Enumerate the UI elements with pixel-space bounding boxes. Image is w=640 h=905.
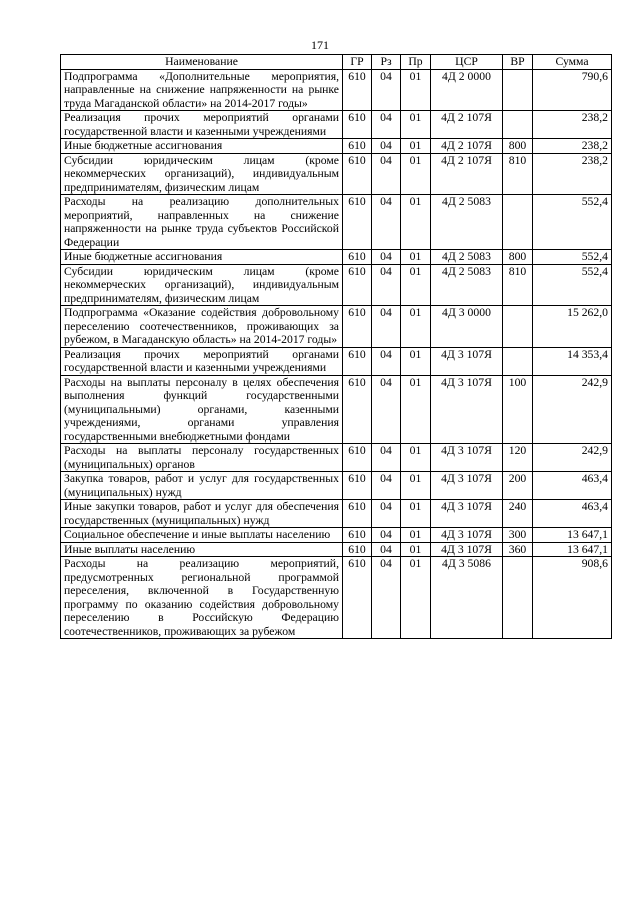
row-name-cell: Субсидии юридическим лицам (кроме некоммерческих организаций), индивидуальным предпринимателям, физическим лицам (61, 264, 343, 306)
table-row (61, 557, 612, 639)
row-pr-cell: 01 (401, 500, 431, 528)
row-sum-cell: 463,4 (533, 472, 612, 500)
row-gr-cell: 610 (343, 375, 372, 444)
row-rz-cell: 04 (372, 69, 401, 111)
row-name-cell: Закупка товаров, работ и услуг для государственных (муниципальных) нужд (61, 472, 343, 500)
row-vr-cell: 360 (503, 542, 533, 557)
row-name-cell: Социальное обеспечение и иные выплаты населению (61, 528, 343, 543)
row-rz-cell: 04 (372, 528, 401, 543)
row-sum-cell: 908,6 (533, 557, 612, 639)
row-rz-cell: 04 (372, 306, 401, 348)
row-csr-cell: 4Д 3 107Я (431, 444, 503, 472)
row-sum-cell: 238,2 (533, 153, 612, 195)
row-rz-cell: 04 (372, 250, 401, 265)
row-pr-cell: 01 (401, 111, 431, 139)
table-row (61, 139, 612, 154)
row-pr-cell: 01 (401, 264, 431, 306)
row-rz-cell: 04 (372, 153, 401, 195)
row-sum-cell: 15 262,0 (533, 306, 612, 348)
row-rz-cell: 04 (372, 111, 401, 139)
table-row (61, 347, 612, 375)
row-csr-cell: 4Д 3 5086 (431, 557, 503, 639)
row-name-cell: Подпрограмма «Дополнительные мероприятия, направленные на снижение напряженности на рынке труда Магаданской области» на 2014-2017 годы» (61, 69, 343, 111)
row-name-cell: Расходы на реализацию дополнительных мероприятий, направленных на снижение напряженности на рынке труда субъектов Российской Федерации (61, 195, 343, 250)
row-vr-cell (503, 69, 533, 111)
header-rz: Рз (372, 55, 401, 70)
header-name: Наименование (61, 55, 343, 70)
table-row (61, 195, 612, 250)
header-csr: ЦСР (431, 55, 503, 70)
row-pr-cell: 01 (401, 542, 431, 557)
row-csr-cell: 4Д 2 0000 (431, 69, 503, 111)
row-csr-cell: 4Д 2 107Я (431, 139, 503, 154)
row-vr-cell: 810 (503, 153, 533, 195)
row-pr-cell: 01 (401, 557, 431, 639)
table-row (61, 264, 612, 306)
row-vr-cell: 100 (503, 375, 533, 444)
table-row (61, 375, 612, 444)
row-pr-cell: 01 (401, 139, 431, 154)
row-sum-cell: 238,2 (533, 111, 612, 139)
row-rz-cell: 04 (372, 375, 401, 444)
row-name-cell: Реализация прочих мероприятий органами государственной власти и казенными учреждениями (61, 347, 343, 375)
row-vr-cell (503, 111, 533, 139)
row-name-cell: Иные бюджетные ассигнования (61, 250, 343, 265)
row-csr-cell: 4Д 2 5083 (431, 264, 503, 306)
row-csr-cell: 4Д 3 107Я (431, 375, 503, 444)
row-vr-cell: 800 (503, 250, 533, 265)
row-sum-cell: 242,9 (533, 375, 612, 444)
row-vr-cell (503, 306, 533, 348)
table-row (61, 306, 612, 348)
row-vr-cell (503, 557, 533, 639)
row-gr-cell: 610 (343, 264, 372, 306)
header-gr: ГР (343, 55, 372, 70)
page-number: 171 (311, 38, 329, 52)
row-name-cell: Расходы на выплаты персоналу государственных (муниципальных) органов (61, 444, 343, 472)
row-name-cell: Иные бюджетные ассигнования (61, 139, 343, 154)
row-pr-cell: 01 (401, 375, 431, 444)
row-rz-cell: 04 (372, 347, 401, 375)
row-gr-cell: 610 (343, 139, 372, 154)
row-name-cell: Расходы на выплаты персоналу в целях обеспечения выполнения функций государственными (муниципальными) органами, казенными учреждениями, органами управления государственными внебюджетными фондами (61, 375, 343, 444)
row-rz-cell: 04 (372, 557, 401, 639)
row-pr-cell: 01 (401, 250, 431, 265)
row-gr-cell: 610 (343, 153, 372, 195)
row-vr-cell: 240 (503, 500, 533, 528)
row-gr-cell: 610 (343, 542, 372, 557)
row-csr-cell: 4Д 3 0000 (431, 306, 503, 348)
table-row (61, 528, 612, 543)
table-row (61, 69, 612, 111)
table-header-row (61, 55, 612, 70)
row-sum-cell: 552,4 (533, 195, 612, 250)
row-sum-cell: 13 647,1 (533, 528, 612, 543)
row-rz-cell: 04 (372, 472, 401, 500)
row-gr-cell: 610 (343, 444, 372, 472)
row-sum-cell: 242,9 (533, 444, 612, 472)
row-rz-cell: 04 (372, 264, 401, 306)
row-gr-cell: 610 (343, 195, 372, 250)
row-name-cell: Иные выплаты населению (61, 542, 343, 557)
row-rz-cell: 04 (372, 444, 401, 472)
row-sum-cell: 790,6 (533, 69, 612, 111)
row-pr-cell: 01 (401, 347, 431, 375)
table-row (61, 444, 612, 472)
row-gr-cell: 610 (343, 557, 372, 639)
row-gr-cell: 610 (343, 250, 372, 265)
table-row (61, 472, 612, 500)
row-pr-cell: 01 (401, 69, 431, 111)
row-pr-cell: 01 (401, 195, 431, 250)
row-pr-cell: 01 (401, 444, 431, 472)
header-pr: Пр (401, 55, 431, 70)
row-name-cell: Подпрограмма «Оказание содействия добровольному переселению соотечественников, проживающих за рубежом, в Магаданскую область» на 2014-2017 годы» (61, 306, 343, 348)
row-sum-cell: 552,4 (533, 264, 612, 306)
row-sum-cell: 13 647,1 (533, 542, 612, 557)
row-pr-cell: 01 (401, 472, 431, 500)
row-sum-cell: 463,4 (533, 500, 612, 528)
table-body (61, 69, 612, 639)
row-sum-cell: 552,4 (533, 250, 612, 265)
row-gr-cell: 610 (343, 528, 372, 543)
row-sum-cell: 238,2 (533, 139, 612, 154)
row-rz-cell: 04 (372, 139, 401, 154)
row-gr-cell: 610 (343, 111, 372, 139)
row-csr-cell: 4Д 2 107Я (431, 111, 503, 139)
row-gr-cell: 610 (343, 472, 372, 500)
row-pr-cell: 01 (401, 528, 431, 543)
row-vr-cell: 120 (503, 444, 533, 472)
row-vr-cell: 810 (503, 264, 533, 306)
table-row (61, 250, 612, 265)
header-sum: Сумма (533, 55, 612, 70)
row-vr-cell: 200 (503, 472, 533, 500)
row-vr-cell (503, 195, 533, 250)
header-vr: ВР (503, 55, 533, 70)
row-rz-cell: 04 (372, 500, 401, 528)
row-vr-cell: 300 (503, 528, 533, 543)
budget-table (60, 54, 612, 639)
table-row (61, 542, 612, 557)
row-csr-cell: 4Д 3 107Я (431, 472, 503, 500)
row-pr-cell: 01 (401, 306, 431, 348)
table-row (61, 153, 612, 195)
row-csr-cell: 4Д 3 107Я (431, 542, 503, 557)
row-csr-cell: 4Д 2 5083 (431, 195, 503, 250)
row-csr-cell: 4Д 3 107Я (431, 347, 503, 375)
row-sum-cell: 14 353,4 (533, 347, 612, 375)
row-gr-cell: 610 (343, 500, 372, 528)
row-vr-cell: 800 (503, 139, 533, 154)
row-pr-cell: 01 (401, 153, 431, 195)
row-csr-cell: 4Д 2 107Я (431, 153, 503, 195)
row-csr-cell: 4Д 2 5083 (431, 250, 503, 265)
row-gr-cell: 610 (343, 306, 372, 348)
row-gr-cell: 610 (343, 69, 372, 111)
row-csr-cell: 4Д 3 107Я (431, 528, 503, 543)
table-row (61, 500, 612, 528)
row-name-cell: Расходы на реализацию мероприятий, предусмотренных региональной программой переселения, включенной в Государственную программу по оказанию содействия добровольному переселению в Российскую Федерацию соотечественников, проживающих за рубежом (61, 557, 343, 639)
row-rz-cell: 04 (372, 542, 401, 557)
row-gr-cell: 610 (343, 347, 372, 375)
row-vr-cell (503, 347, 533, 375)
row-name-cell: Субсидии юридическим лицам (кроме некоммерческих организаций), индивидуальным предпринимателям, физическим лицам (61, 153, 343, 195)
table-row (61, 111, 612, 139)
row-csr-cell: 4Д 3 107Я (431, 500, 503, 528)
row-rz-cell: 04 (372, 195, 401, 250)
row-name-cell: Реализация прочих мероприятий органами государственной власти и казенными учреждениями (61, 111, 343, 139)
row-name-cell: Иные закупки товаров, работ и услуг для обеспечения государственных (муниципальных) нужд (61, 500, 343, 528)
